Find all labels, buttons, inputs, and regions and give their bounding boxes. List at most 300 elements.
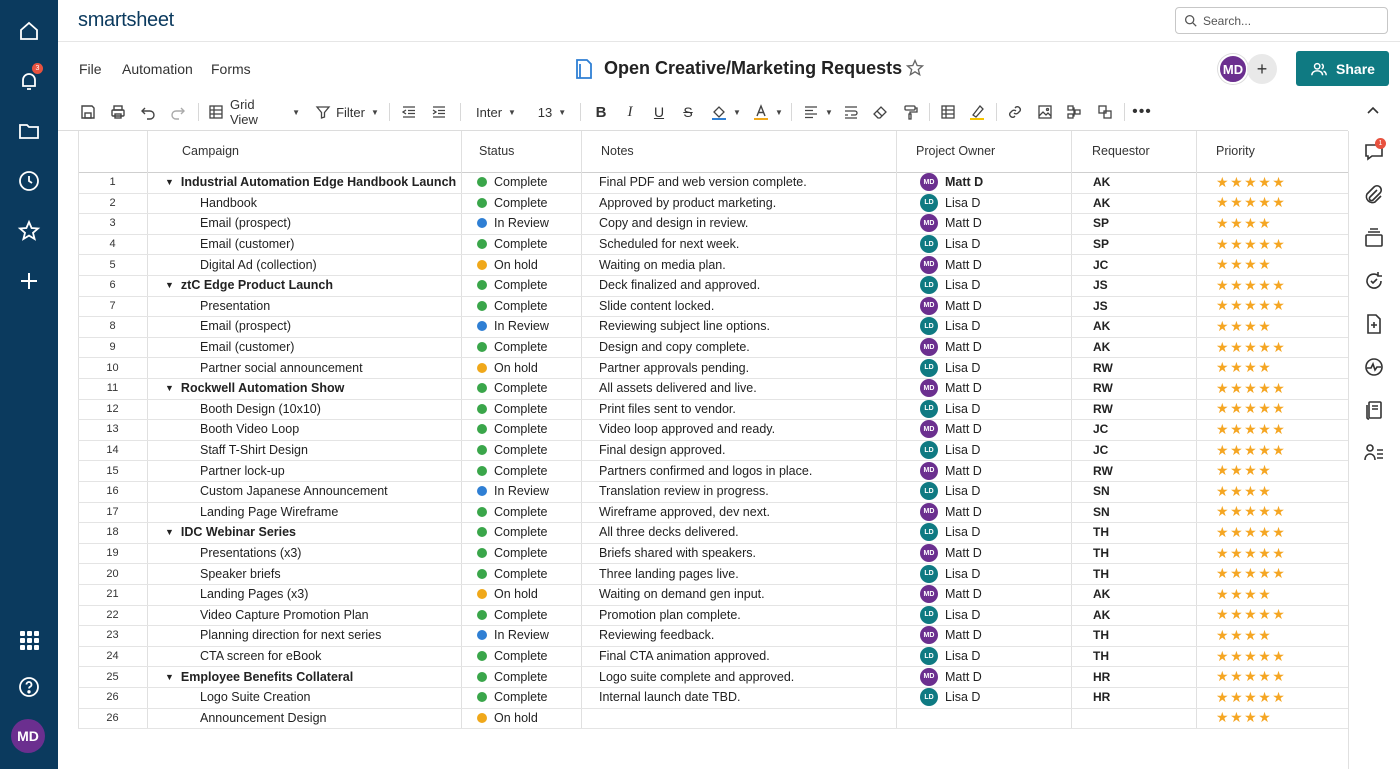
notes-cell[interactable]: [581, 666, 896, 687]
link-icon[interactable]: [1005, 96, 1025, 128]
notes-cell[interactable]: [581, 213, 896, 234]
table-row[interactable]: [78, 399, 1348, 420]
priority-cell[interactable]: [1196, 337, 1348, 358]
campaign-cell[interactable]: [147, 502, 461, 523]
priority-star-icon: ★: [1258, 173, 1273, 190]
requestor-cell[interactable]: [1071, 213, 1196, 234]
campaign-cell[interactable]: [147, 337, 461, 358]
priority-cell[interactable]: [1196, 254, 1348, 275]
notes-text: Final PDF and web version complete.: [599, 175, 807, 190]
priority-cell[interactable]: [1196, 419, 1348, 440]
redo-icon[interactable]: [168, 96, 188, 128]
priority-cell[interactable]: [1196, 213, 1348, 234]
table-row[interactable]: [78, 481, 1348, 502]
requestor-cell[interactable]: [1071, 419, 1196, 440]
notes-cell[interactable]: [581, 419, 896, 440]
notes-cell[interactable]: [581, 275, 896, 296]
priority-cell[interactable]: [1196, 543, 1348, 564]
notes-cell[interactable]: [581, 522, 896, 543]
favorites-star-icon[interactable]: [14, 216, 44, 246]
requestor-cell[interactable]: [1071, 337, 1196, 358]
grid-view-dropdown[interactable]: [208, 96, 300, 128]
user-settings-icon[interactable]: [1363, 442, 1385, 464]
column-header-status[interactable]: Status: [479, 144, 515, 158]
status-cell[interactable]: [461, 399, 581, 420]
column-header-project-owner[interactable]: Project Owner: [916, 144, 996, 158]
campaign-cell[interactable]: [147, 296, 461, 317]
notes-cell[interactable]: [581, 172, 896, 193]
owner-name: Matt D: [945, 340, 982, 355]
status-cell[interactable]: [461, 275, 581, 296]
notifications-bell-icon[interactable]: [14, 66, 44, 96]
conditional-format-icon[interactable]: [1095, 96, 1115, 128]
table-row[interactable]: [78, 316, 1348, 337]
notes-cell[interactable]: [581, 481, 896, 502]
indent-icon[interactable]: [429, 96, 449, 128]
requestor-cell[interactable]: [1071, 460, 1196, 481]
owner-avatar: LD: [920, 482, 938, 500]
italic-icon[interactable]: I: [627, 103, 633, 120]
align-dropdown[interactable]: [800, 96, 836, 128]
requestor-cell[interactable]: [1071, 563, 1196, 584]
requestor-text: JS: [1093, 278, 1108, 293]
project-owner-cell[interactable]: [896, 213, 1071, 234]
home-icon[interactable]: [14, 16, 44, 46]
table-row[interactable]: [78, 234, 1348, 255]
status-cell[interactable]: [461, 337, 581, 358]
status-text: Complete: [494, 237, 548, 252]
owner-name: Lisa D: [945, 401, 981, 416]
status-cell[interactable]: [461, 296, 581, 317]
favorite-star-icon[interactable]: [905, 58, 925, 78]
campaign-cell[interactable]: [147, 708, 461, 729]
priority-cell[interactable]: [1196, 378, 1348, 399]
undo-icon[interactable]: [138, 96, 158, 128]
text-color-icon: [753, 104, 769, 120]
table-row[interactable]: [78, 193, 1348, 214]
status-text: Complete: [494, 278, 548, 293]
table-row[interactable]: [78, 296, 1348, 317]
campaign-cell[interactable]: [147, 378, 461, 399]
status-dot-icon: [477, 527, 487, 537]
table-row[interactable]: [78, 687, 1348, 708]
project-owner-cell[interactable]: [896, 687, 1071, 708]
priority-star-icon: ★: [1244, 544, 1259, 561]
priority-star-icon: ★: [1230, 606, 1245, 623]
notes-cell[interactable]: [581, 193, 896, 214]
notes-cell[interactable]: [581, 605, 896, 626]
collapse-caret-icon[interactable]: ▼: [165, 527, 174, 538]
requestor-cell[interactable]: [1071, 543, 1196, 564]
proofs-stack-icon[interactable]: [1363, 227, 1385, 249]
requestor-cell[interactable]: [1071, 440, 1196, 461]
project-owner-cell[interactable]: [896, 543, 1071, 564]
priority-cell[interactable]: [1196, 357, 1348, 378]
priority-cell[interactable]: [1196, 522, 1348, 543]
save-icon[interactable]: [78, 96, 98, 128]
strikethrough-icon[interactable]: S: [683, 104, 693, 120]
project-owner-cell[interactable]: [896, 522, 1071, 543]
project-owner-cell[interactable]: [896, 708, 1071, 729]
browse-folder-icon[interactable]: [14, 116, 44, 146]
priority-star-icon: ★: [1272, 523, 1287, 540]
collapse-caret-icon[interactable]: ▼: [165, 177, 174, 188]
caret-down-icon: ▼: [292, 107, 300, 117]
table-row[interactable]: [78, 254, 1348, 275]
project-owner-cell[interactable]: [896, 625, 1071, 646]
notes-cell[interactable]: [581, 687, 896, 708]
table-row[interactable]: [78, 378, 1348, 399]
owner-name: Lisa D: [945, 319, 981, 334]
owner-avatar: LD: [920, 688, 938, 706]
share-button[interactable]: [1296, 51, 1389, 86]
status-cell[interactable]: [461, 481, 581, 502]
search-input[interactable]: [1175, 7, 1388, 34]
table-row[interactable]: [78, 440, 1348, 461]
table-row[interactable]: [78, 213, 1348, 234]
print-icon[interactable]: [108, 96, 128, 128]
summary-pulse-icon[interactable]: [1363, 356, 1385, 378]
campaign-cell[interactable]: [147, 316, 461, 337]
status-cell[interactable]: [461, 419, 581, 440]
table-row[interactable]: [78, 275, 1348, 296]
notes-cell[interactable]: [581, 502, 896, 523]
requestor-cell[interactable]: [1071, 687, 1196, 708]
project-owner-cell[interactable]: [896, 605, 1071, 626]
status-cell[interactable]: [461, 646, 581, 667]
notes-cell[interactable]: [581, 316, 896, 337]
image-icon[interactable]: [1035, 96, 1055, 128]
highlight-changes-icon[interactable]: [967, 96, 987, 128]
status-cell[interactable]: [461, 193, 581, 214]
table-row[interactable]: [78, 666, 1348, 687]
requestor-cell[interactable]: [1071, 172, 1196, 193]
priority-star-icon: ★: [1244, 441, 1259, 458]
attachments-paperclip-icon[interactable]: [1363, 184, 1385, 206]
status-dot-icon: [477, 404, 487, 414]
priority-cell[interactable]: [1196, 316, 1348, 337]
project-owner-cell[interactable]: [896, 254, 1071, 275]
column-header-campaign[interactable]: Campaign: [182, 144, 239, 158]
campaign-cell[interactable]: [147, 543, 461, 564]
table-row[interactable]: [78, 625, 1348, 646]
status-text: Complete: [494, 525, 548, 540]
priority-cell[interactable]: [1196, 563, 1348, 584]
status-cell[interactable]: [461, 666, 581, 687]
font-size-value: 13: [537, 104, 553, 120]
priority-cell[interactable]: [1196, 646, 1348, 667]
row-number: 13: [106, 423, 119, 436]
priority-cell[interactable]: [1196, 460, 1348, 481]
requestor-cell[interactable]: [1071, 234, 1196, 255]
requestor-cell[interactable]: [1071, 275, 1196, 296]
requestor-cell[interactable]: [1071, 605, 1196, 626]
notes-cell[interactable]: [581, 625, 896, 646]
project-owner-cell[interactable]: [896, 234, 1071, 255]
notes-cell[interactable]: [581, 460, 896, 481]
campaign-cell[interactable]: [147, 440, 461, 461]
notes-cell[interactable]: [581, 399, 896, 420]
requestor-cell[interactable]: [1071, 296, 1196, 317]
notes-cell[interactable]: [581, 337, 896, 358]
notes-cell[interactable]: [581, 378, 896, 399]
help-icon[interactable]: [14, 672, 44, 702]
font-size-dropdown[interactable]: [534, 96, 570, 128]
requestor-text: HR: [1093, 669, 1111, 684]
campaign-cell[interactable]: [147, 666, 461, 687]
table-row[interactable]: [78, 419, 1348, 440]
owner-name: Lisa D: [945, 195, 981, 210]
campaign-cell[interactable]: [147, 234, 461, 255]
requestor-cell[interactable]: [1071, 625, 1196, 646]
table-row[interactable]: [78, 584, 1348, 605]
priority-cell[interactable]: [1196, 666, 1348, 687]
requestor-cell[interactable]: [1071, 316, 1196, 337]
priority-cell[interactable]: [1196, 687, 1348, 708]
requestor-cell[interactable]: [1071, 378, 1196, 399]
campaign-cell[interactable]: [147, 254, 461, 275]
priority-cell[interactable]: [1196, 296, 1348, 317]
status-cell[interactable]: [461, 502, 581, 523]
campaign-cell[interactable]: [147, 275, 461, 296]
requestor-cell[interactable]: [1071, 254, 1196, 275]
campaign-cell[interactable]: [147, 357, 461, 378]
project-owner-cell[interactable]: [896, 563, 1071, 584]
requestor-text: JC: [1093, 257, 1109, 272]
notes-cell[interactable]: [581, 357, 896, 378]
publish-book-icon[interactable]: [1363, 399, 1385, 421]
table-row[interactable]: [78, 522, 1348, 543]
collapse-toolbar-chevron-icon[interactable]: [1366, 104, 1380, 118]
status-cell[interactable]: [461, 584, 581, 605]
campaign-cell[interactable]: [147, 172, 461, 193]
status-cell[interactable]: [461, 460, 581, 481]
priority-star-icon: ★: [1272, 235, 1287, 252]
status-cell[interactable]: [461, 172, 581, 193]
update-request-icon[interactable]: [1363, 313, 1385, 335]
apps-grid-icon[interactable]: [14, 625, 44, 655]
notes-cell[interactable]: [581, 296, 896, 317]
notes-cell[interactable]: [581, 584, 896, 605]
column-header-priority[interactable]: Priority: [1216, 144, 1255, 158]
notes-cell[interactable]: [581, 254, 896, 275]
notes-cell[interactable]: [581, 440, 896, 461]
priority-star-icon: ★: [1216, 606, 1231, 623]
notes-cell[interactable]: [581, 646, 896, 667]
fill-color-dropdown[interactable]: [708, 96, 744, 128]
priority-cell[interactable]: [1196, 399, 1348, 420]
table-row[interactable]: [78, 605, 1348, 626]
priority-cell[interactable]: [1196, 605, 1348, 626]
project-owner-cell[interactable]: [896, 481, 1071, 502]
requestor-cell[interactable]: [1071, 666, 1196, 687]
status-cell[interactable]: [461, 440, 581, 461]
status-cell[interactable]: [461, 357, 581, 378]
campaign-cell[interactable]: [147, 625, 461, 646]
collapse-caret-icon[interactable]: ▼: [165, 280, 174, 291]
requestor-cell[interactable]: [1071, 481, 1196, 502]
table-row[interactable]: [78, 357, 1348, 378]
column-header-notes[interactable]: Notes: [601, 144, 634, 158]
priority-star-icon: ★: [1272, 606, 1287, 623]
format-painter-icon[interactable]: [900, 96, 920, 128]
priority-star-icon: ★: [1230, 400, 1245, 417]
priority-cell[interactable]: [1196, 440, 1348, 461]
notes-cell[interactable]: [581, 234, 896, 255]
priority-cell[interactable]: [1196, 481, 1348, 502]
status-cell[interactable]: [461, 378, 581, 399]
campaign-cell[interactable]: [147, 687, 461, 708]
user-avatar[interactable]: MD: [11, 719, 45, 753]
project-owner-cell[interactable]: [896, 646, 1071, 667]
menu-automation[interactable]: Automation: [122, 61, 193, 77]
project-owner-cell[interactable]: [896, 502, 1071, 523]
priority-cell[interactable]: [1196, 708, 1348, 729]
priority-star-icon: ★: [1258, 194, 1273, 211]
hierarchy-icon[interactable]: [1064, 96, 1084, 128]
campaign-cell[interactable]: [147, 605, 461, 626]
bold-icon[interactable]: B: [595, 103, 607, 121]
status-cell[interactable]: [461, 522, 581, 543]
priority-cell[interactable]: [1196, 275, 1348, 296]
menu-file[interactable]: File: [79, 61, 102, 77]
priority-star-icon: ★: [1244, 565, 1259, 582]
column-header-requestor[interactable]: Requestor: [1092, 144, 1150, 158]
requestor-cell[interactable]: [1071, 522, 1196, 543]
notes-cell[interactable]: [581, 708, 896, 729]
requestor-cell[interactable]: [1071, 502, 1196, 523]
table-row[interactable]: [78, 646, 1348, 667]
priority-cell[interactable]: [1196, 172, 1348, 193]
activity-log-icon[interactable]: [1363, 270, 1385, 292]
project-owner-cell[interactable]: [896, 172, 1071, 193]
more-options-icon[interactable]: •••: [1132, 103, 1152, 120]
notes-text: Approved by product marketing.: [599, 195, 777, 210]
priority-star-icon: ★: [1258, 544, 1273, 561]
table-row[interactable]: [78, 543, 1348, 564]
table-row[interactable]: [78, 563, 1348, 584]
priority-cell[interactable]: [1196, 502, 1348, 523]
project-owner-cell[interactable]: [896, 296, 1071, 317]
comments-icon[interactable]: [1363, 141, 1385, 163]
font-family-dropdown[interactable]: [470, 96, 522, 128]
collapse-caret-icon[interactable]: ▼: [165, 383, 174, 394]
campaign-cell[interactable]: [147, 584, 461, 605]
menu-forms[interactable]: Forms: [211, 61, 251, 77]
requestor-cell[interactable]: [1071, 193, 1196, 214]
outdent-icon[interactable]: [399, 96, 419, 128]
notes-cell[interactable]: [581, 563, 896, 584]
notes-cell[interactable]: [581, 543, 896, 564]
clear-format-eraser-icon[interactable]: [870, 96, 890, 128]
project-owner-cell[interactable]: [896, 419, 1071, 440]
status-cell[interactable]: [461, 605, 581, 626]
campaign-text: Booth Design (10x10): [200, 401, 321, 416]
filter-dropdown[interactable]: [313, 96, 381, 128]
underline-icon[interactable]: U: [653, 104, 665, 120]
project-owner-cell[interactable]: [896, 440, 1071, 461]
create-plus-icon[interactable]: [14, 266, 44, 296]
priority-star-icon: ★: [1244, 297, 1259, 314]
smartsheet-logo[interactable]: smartsheet: [78, 9, 174, 31]
sheet-title[interactable]: Open Creative/Marketing Requests: [604, 58, 903, 78]
project-owner-cell[interactable]: [896, 460, 1071, 481]
row-number: 19: [106, 547, 119, 560]
campaign-cell[interactable]: [147, 522, 461, 543]
table-row[interactable]: [78, 460, 1348, 481]
recents-clock-icon[interactable]: [14, 166, 44, 196]
requestor-cell[interactable]: [1071, 646, 1196, 667]
status-cell[interactable]: [461, 543, 581, 564]
campaign-cell[interactable]: [147, 460, 461, 481]
project-owner-cell[interactable]: [896, 666, 1071, 687]
status-dot-icon: [477, 569, 487, 579]
text-color-dropdown[interactable]: [750, 96, 786, 128]
campaign-cell[interactable]: [147, 481, 461, 502]
status-text: On hold: [494, 587, 538, 602]
table-row[interactable]: [78, 337, 1348, 358]
requestor-cell[interactable]: [1071, 584, 1196, 605]
status-cell[interactable]: [461, 316, 581, 337]
project-owner-cell[interactable]: [896, 275, 1071, 296]
priority-cell[interactable]: [1196, 584, 1348, 605]
status-text: Complete: [494, 340, 548, 355]
priority-cell[interactable]: [1196, 625, 1348, 646]
project-owner-cell[interactable]: [896, 378, 1071, 399]
requestor-cell[interactable]: [1071, 399, 1196, 420]
collapse-caret-icon[interactable]: ▼: [165, 671, 174, 682]
project-owner-cell[interactable]: [896, 193, 1071, 214]
wrap-text-icon[interactable]: [841, 96, 861, 128]
campaign-cell[interactable]: [147, 563, 461, 584]
status-cell[interactable]: [461, 234, 581, 255]
campaign-cell[interactable]: [147, 419, 461, 440]
table-row[interactable]: [78, 708, 1348, 729]
table-row[interactable]: [78, 502, 1348, 523]
cell-format-table-icon[interactable]: [938, 96, 958, 128]
collaborator-avatar[interactable]: MD: [1218, 54, 1248, 84]
status-cell[interactable]: [461, 254, 581, 275]
status-cell[interactable]: [461, 563, 581, 584]
owner-avatar: LD: [920, 276, 938, 294]
project-owner-cell[interactable]: [896, 399, 1071, 420]
campaign-cell[interactable]: [147, 646, 461, 667]
project-owner-cell[interactable]: [896, 337, 1071, 358]
priority-star-icon: ★: [1244, 626, 1259, 643]
campaign-cell[interactable]: [147, 193, 461, 214]
status-cell[interactable]: [461, 708, 581, 729]
project-owner-cell[interactable]: [896, 584, 1071, 605]
campaign-text: Handbook: [200, 195, 257, 210]
status-cell[interactable]: [461, 687, 581, 708]
requestor-text: TH: [1093, 546, 1109, 561]
status-text: In Review: [494, 216, 549, 231]
table-row[interactable]: [78, 172, 1348, 193]
project-owner-cell[interactable]: [896, 316, 1071, 337]
priority-cell[interactable]: [1196, 234, 1348, 255]
notes-text: Copy and design in review.: [599, 216, 749, 231]
row-number: 8: [109, 320, 116, 333]
status-cell[interactable]: [461, 625, 581, 646]
requestor-cell[interactable]: [1071, 708, 1196, 729]
requestor-cell[interactable]: [1071, 357, 1196, 378]
priority-cell[interactable]: [1196, 193, 1348, 214]
campaign-cell[interactable]: [147, 399, 461, 420]
project-owner-cell[interactable]: [896, 357, 1071, 378]
campaign-cell[interactable]: [147, 213, 461, 234]
status-cell[interactable]: [461, 213, 581, 234]
add-collaborator-button[interactable]: [1247, 54, 1277, 84]
